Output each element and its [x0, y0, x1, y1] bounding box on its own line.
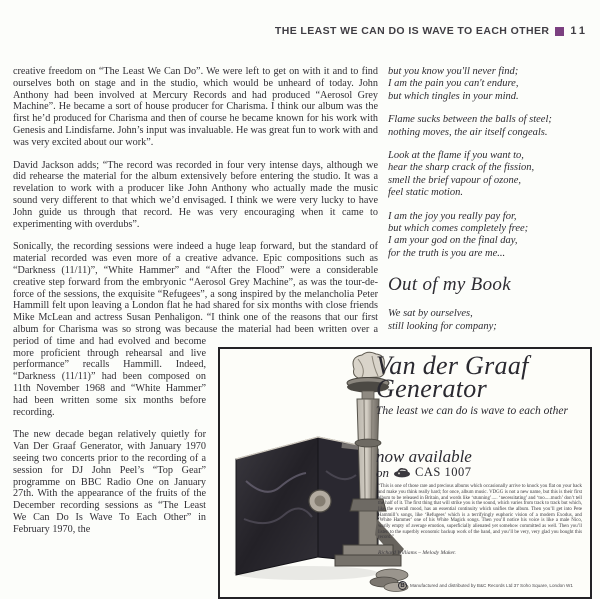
album-tagline: The least we can do is wave to each other [376, 405, 568, 418]
accent-square-icon [555, 27, 564, 36]
review-quote: “This is one of those rare and precious albums which occasionally arrive to knock you flat on your back and make you think really hard; for once, album music. VDGG is not a new name, but this is their first album to be released in Britain, and words like ‘stunning’..... ‘necessitating’ and ‘too.....much’ don’t tell the half of it. The first thing that will strike you is the sound, which varies from track to track but which, like the overall mood, has an essential continuity which unifies the album. Then you’ll get into Pete Hammill’s songs, like ‘Refugees’ which is a terrifyingly euphoric vision of a modern Exodus, and ‘White Hammer’ one of his White Magick songs. Then you’ll notice his voice is like a male Nico, warily empty of average emotion, superficially alienated yet somehow committed as well. Then you’ll listen to the superbly economic backup work of the band, and you’ll be very, very glad you bought this record.” [378, 484, 582, 541]
lyric-line: but you know you'll never find; [388, 66, 519, 77]
lyric-line: still looking for company; [388, 320, 497, 332]
charisma-advert [218, 347, 592, 599]
lyric-line: hear the sharp crack of the fission, [388, 162, 535, 174]
lyric-line: I am your god on the final day, [388, 235, 518, 247]
lyric-line: I am the pain you can't endure, [388, 78, 519, 90]
band-name-line2: Generator [376, 374, 488, 404]
body-paragraph: Sonically, the recording sessions were indeed a huge leap forward, but the standard of material recorded was even more of a creative advance. Epic compositions such as “Darkness (11/11)”, “White Hammer” and “After the Flood” were a considerable creative step forward from the embryonic “Aerosol Grey Machine”, as was the tour-de-force of the sessions, the exquisite “Refugees”, a song inspired by the melancholia Peter Hammill felt upon leaving a London flat he had shared for six months with close friends Mike McLean and actress Susan Penhaligon. “I think one of the reasons that our first album for Charisma was so strong was because the material had been written over a period of time and had evolved and become more proficient through rehearsal and live performance” recalls Hammill. Indeed, “Darkness (11/11)” had been composed on 11th November 1968 and “White Hammer” had been written some six months before recording. [13, 241, 378, 418]
advert-headline [376, 351, 586, 418]
catalog-number: CAS 1007 [415, 465, 472, 480]
distribution-footer [398, 581, 573, 590]
lyric-stanza [388, 150, 592, 200]
bc-records-logo-icon: B [398, 581, 407, 590]
page-number: 11 [570, 25, 588, 37]
lyric-line: I am the joy you really pay for, [388, 210, 517, 222]
availability-block [376, 448, 472, 480]
lyric-line: feel static motion. [388, 187, 463, 199]
lyric-stanza [388, 308, 592, 333]
lyric-stanza [388, 211, 592, 261]
review-credit: Richard Williams – Melody Maker. [378, 550, 456, 557]
lyric-line: but which comes completely free; [388, 223, 529, 235]
band-name-line1: Van der Graaf [376, 351, 529, 381]
on-text: on [376, 465, 389, 481]
lyric-line: but which tingles in your mind. [388, 90, 519, 102]
body-paragraph: David Jackson adds; “The record was recorded in four very intense days, although we did rehearse the material for the album extensively before entering the studio. It was a revelation to work with a producer like John Anthony who actually made the music sound very different to that which we’d envisaged. I think we were very lucky to have John guide us through that record. He was very encouraging when it came to experimenting with overdubs”. [13, 159, 378, 230]
lyric-line: Flame sucks between the balls of steel; [388, 114, 552, 126]
lyric-line: smell the brief vapour of ozone, [388, 174, 521, 186]
lyric-line: nothing moves, the air itself congeals. [388, 126, 548, 138]
lyric-line: We sat by ourselves, [388, 308, 473, 320]
lyric-stanza [388, 66, 592, 103]
lyric-line: for the truth is you are me... [388, 247, 506, 259]
song-title-heading: Out of my Book [388, 274, 511, 296]
lyrics-column [388, 66, 592, 344]
catalog-line [376, 465, 472, 480]
distribution-text: Manufactured and distributed by B&C Records Ltd 37 Soho Square, London W1 [410, 583, 573, 589]
header-title: THE LEAST WE CAN DO IS WAVE TO EACH OTHER [274, 25, 550, 37]
body-paragraph: creative freedom on “The Least We Can Do”. We were left to get on with it and to find ourselves both on stage and in the studio, which would be unheard of today. John Anthony had been involved at Mercury Records and had produced “Aerosol Grey Machine”. He became a sort of house producer for Charisma. I think our album was the first he’d produced for Charisma and then of course he became known for his work with Genesis and Lindisfarne. John’s input was invaluable. He was great fun to work with and was very excited about our work”. [13, 66, 378, 148]
now-available-text: now available [376, 447, 472, 467]
lyric-stanza [388, 114, 592, 139]
body-paragraph: The new decade began relatively quietly for Van Der Graaf Generator, with January 1970 seeing two concerts prior to the recording of a session for DJ John Peel’s “Top Gear” programme on BBC Radio One on January 27th. With the appearance of the fruits of the December recording sessions as “The Least We Can Do Is Wave To Each Other” in February 1970, the [13, 429, 206, 535]
lyric-line: Look at the flame if you want to, [388, 150, 524, 162]
charisma-label-icon [393, 468, 411, 478]
page-content [13, 66, 592, 599]
page-header [275, 25, 588, 37]
